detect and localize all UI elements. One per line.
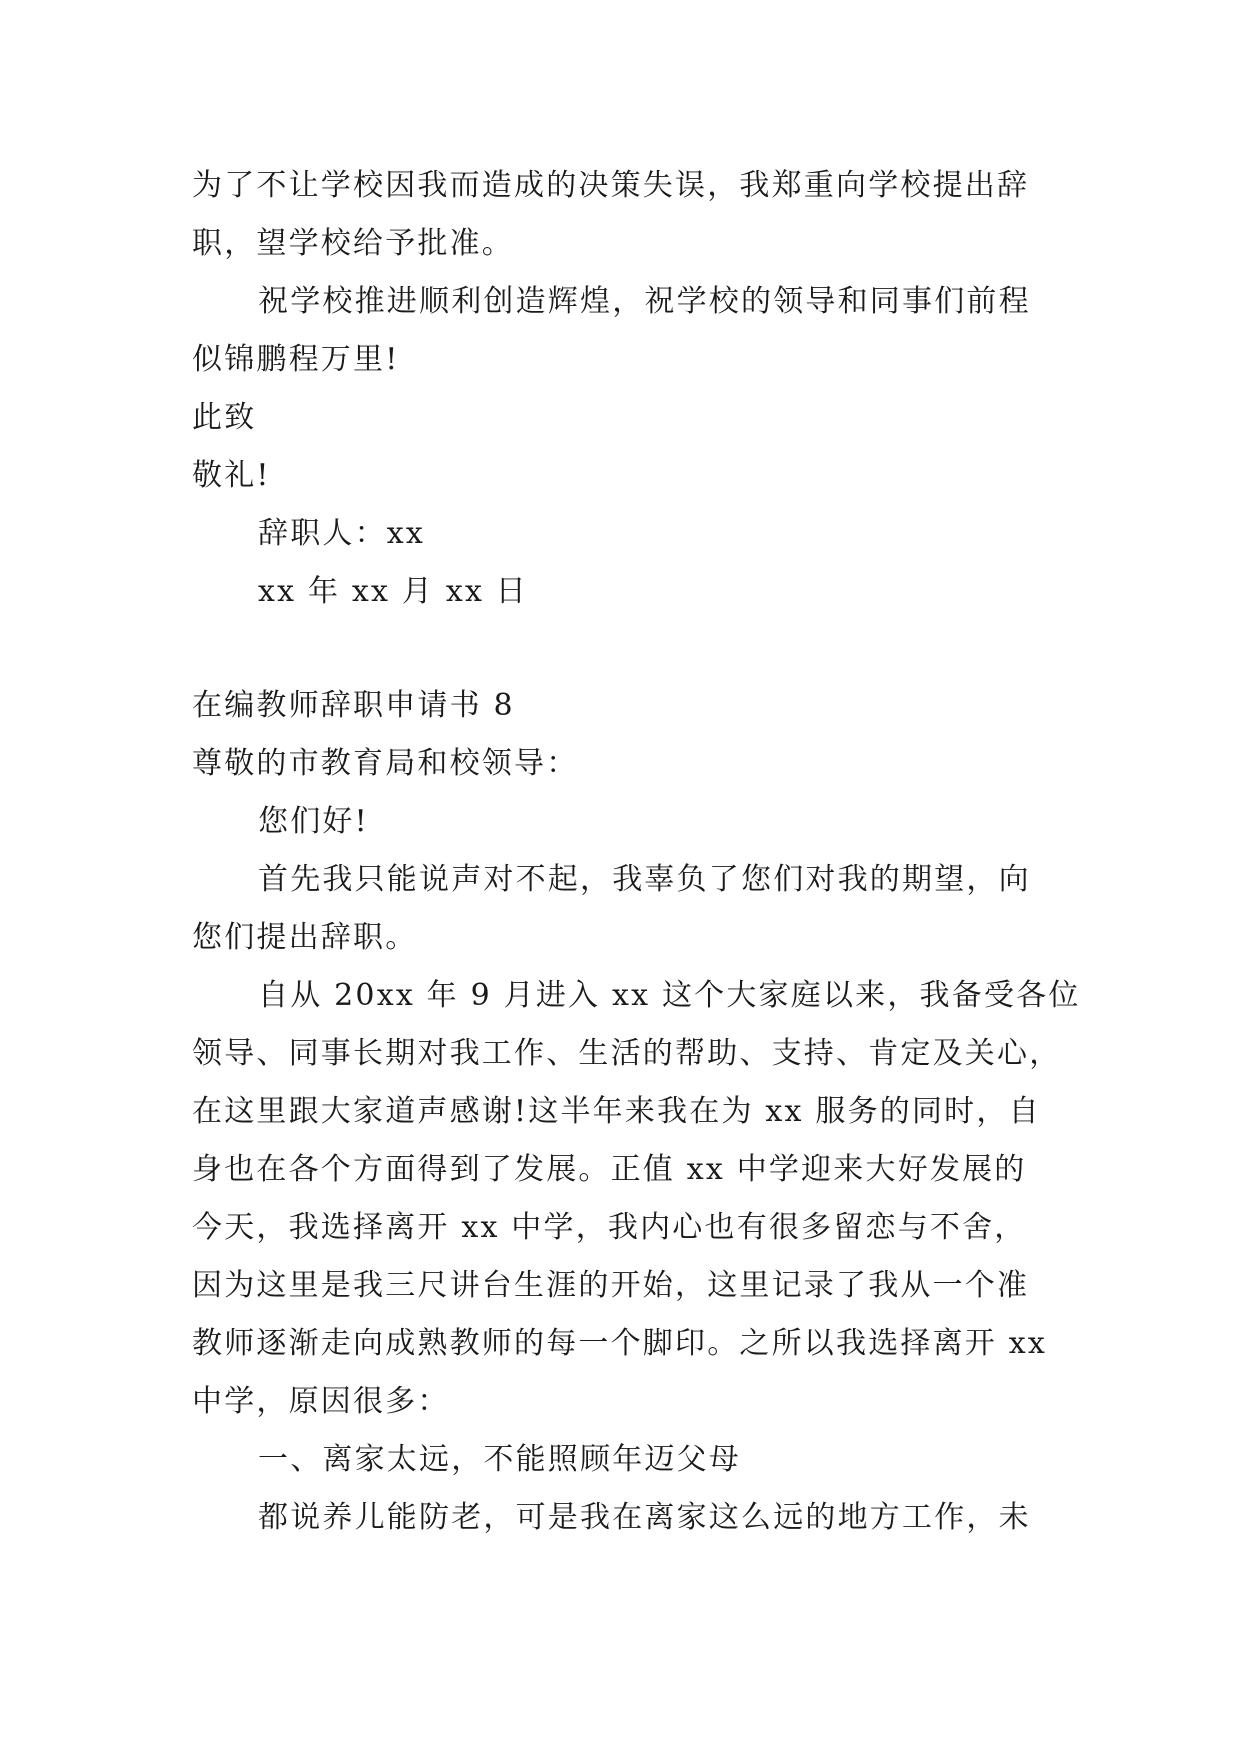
- text-line: 教师逐渐走向成熟教师的每一个脚印。之所以我选择离开 xx: [192, 1326, 1047, 1361]
- salutation-line: 敬礼!: [192, 458, 271, 493]
- date-line: xx 年 xx 月 xx 日: [258, 574, 528, 609]
- text-line: 您们提出辞职。: [192, 920, 418, 955]
- addressee-line: 尊敬的市教育局和校领导：: [192, 746, 579, 781]
- text-line: 似锦鹏程万里!: [192, 342, 400, 377]
- paragraph-start-line: 祝学校推进顺利创造辉煌，祝学校的领导和同事们前程: [258, 284, 1031, 319]
- paragraph-start-line: 首先我只能说声对不起，我辜负了您们对我的期望，向: [258, 862, 1031, 897]
- section-title: 在编教师辞职申请书 8: [192, 688, 515, 723]
- text-line: 因为这里是我三尺讲台生涯的开始，这里记录了我从一个准: [192, 1268, 1030, 1303]
- signature-line: 辞职人：xx: [258, 516, 426, 551]
- greeting-line: 您们好!: [258, 804, 369, 839]
- text-line: 中学，原因很多：: [192, 1384, 450, 1419]
- subheading-line: 一、离家太远，不能照顾年迈父母: [258, 1442, 741, 1477]
- text-line: 为了不让学校因我而造成的决策失误，我郑重向学校提出辞: [192, 168, 1030, 203]
- document-page: [192, 0, 1081, 1754]
- closing-line: 此致: [192, 400, 257, 435]
- text-line: 职，望学校给予批准。: [192, 226, 514, 261]
- text-line: 在这里跟大家道声感谢!这半年来我在为 xx 服务的同时，自: [192, 1094, 1041, 1129]
- text-line: 身也在各个方面得到了发展。正值 xx 中学迎来大好发展的: [192, 1152, 1027, 1187]
- text-line: 今天，我选择离开 xx 中学，我内心也有很多留恋与不舍，: [192, 1210, 1027, 1245]
- paragraph-start-line: 都说养儿能防老，可是我在离家这么远的地方工作，未: [258, 1500, 1031, 1535]
- paragraph-start-line: 自从 20xx 年 9 月进入 xx 这个大家庭以来，我备受各位: [258, 978, 1081, 1013]
- text-line: 领导、同事长期对我工作、生活的帮助、支持、肯定及关心，: [192, 1036, 1062, 1071]
